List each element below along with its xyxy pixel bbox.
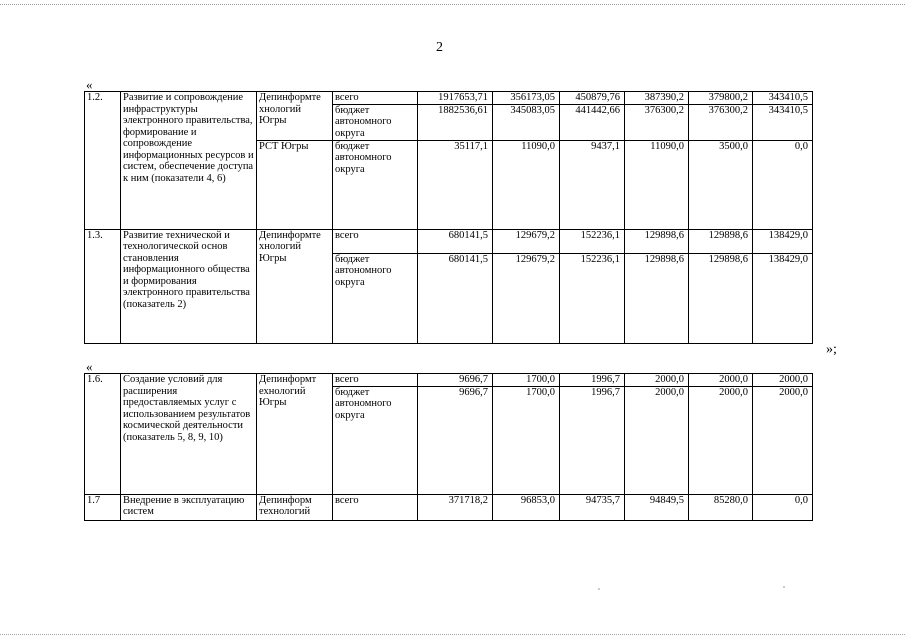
value-total: 371718,2 xyxy=(418,494,493,520)
value-year: 129679,2 xyxy=(493,229,560,253)
value-year: 2000,0 xyxy=(689,386,753,494)
value-year: 1700,0 xyxy=(493,386,560,494)
opening-quote-1: « xyxy=(86,77,93,92)
funding-source: бюджет автономного округа xyxy=(333,386,418,494)
value-year: 3500,0 xyxy=(689,140,753,229)
scan-top-edge xyxy=(0,4,905,5)
value-year: 1996,7 xyxy=(560,374,625,387)
funding-source: всего xyxy=(333,494,418,520)
value-year: 138429,0 xyxy=(753,229,813,253)
page-number: 2 xyxy=(436,40,443,55)
value-year: 138429,0 xyxy=(753,253,813,343)
activity-name: Развитие и сопровождение инфраструктуры электронного правительства, формирование и сопровождение информационных ресурсов и систем, обеспечение доступа к ним (показатели 4, 6) xyxy=(121,92,257,230)
value-total: 1882536,61 xyxy=(418,104,493,140)
activity-name: Развитие технической и технологической основ становления информационного общества и формирования электронного правительства (показатель 2) xyxy=(121,229,257,343)
value-year: 441442,66 xyxy=(560,104,625,140)
value-year: 11090,0 xyxy=(625,140,689,229)
value-year: 85280,0 xyxy=(689,494,753,520)
value-total: 680141,5 xyxy=(418,253,493,343)
value-year: 1700,0 xyxy=(493,374,560,387)
funding-source: всего xyxy=(333,229,418,253)
value-year: 2000,0 xyxy=(625,374,689,387)
funding-source: бюджет автономного округа xyxy=(333,104,418,140)
value-year: 2000,0 xyxy=(753,374,813,387)
row-number: 1.3. xyxy=(85,229,121,343)
value-total: 680141,5 xyxy=(418,229,493,253)
value-year: 94735,7 xyxy=(560,494,625,520)
value-year: 2000,0 xyxy=(689,374,753,387)
table-row xyxy=(85,92,813,105)
value-year: 376300,2 xyxy=(689,104,753,140)
value-total: 1917653,71 xyxy=(418,92,493,105)
value-year: 129679,2 xyxy=(493,253,560,343)
executor: РСТ Югры xyxy=(257,140,333,229)
value-year: 0,0 xyxy=(753,140,813,229)
opening-quote-2: « xyxy=(86,359,93,374)
funding-source: всего xyxy=(333,92,418,105)
executor: Депинформте хнологий Югры xyxy=(257,229,333,343)
value-year: 343410,5 xyxy=(753,104,813,140)
closing-quote: »; xyxy=(826,342,837,357)
activity-name: Создание условий для расширения предоставляемых услуг с использованием результатов космической деятельности (показатель 5, 8, 9, 10) xyxy=(121,374,257,495)
value-year: 96853,0 xyxy=(493,494,560,520)
value-year: 387390,2 xyxy=(625,92,689,105)
executor: Депинформт ехнологий Югры xyxy=(257,374,333,495)
value-year: 0,0 xyxy=(753,494,813,520)
value-year: 9437,1 xyxy=(560,140,625,229)
value-year: 345083,05 xyxy=(493,104,560,140)
value-year: 450879,76 xyxy=(560,92,625,105)
scan-bottom-edge xyxy=(0,634,905,635)
value-total: 9696,7 xyxy=(418,374,493,387)
scan-speck xyxy=(783,586,785,588)
executor: Депинформ технологий xyxy=(257,494,333,520)
value-year: 11090,0 xyxy=(493,140,560,229)
funding-source: всего xyxy=(333,374,418,387)
value-year: 379800,2 xyxy=(689,92,753,105)
budget-table-2 xyxy=(84,373,813,521)
budget-table-1 xyxy=(84,91,813,344)
value-year: 356173,05 xyxy=(493,92,560,105)
value-year: 152236,1 xyxy=(560,253,625,343)
row-number: 1.6. xyxy=(85,374,121,495)
value-total: 9696,7 xyxy=(418,386,493,494)
row-number: 1.7 xyxy=(85,494,121,520)
table-row xyxy=(85,374,813,387)
row-number: 1.2. xyxy=(85,92,121,230)
value-year: 2000,0 xyxy=(625,386,689,494)
value-year: 2000,0 xyxy=(753,386,813,494)
funding-source: бюджет автономного округа xyxy=(333,140,418,229)
value-year: 129898,6 xyxy=(625,229,689,253)
value-year: 129898,6 xyxy=(625,253,689,343)
value-year: 94849,5 xyxy=(625,494,689,520)
value-year: 129898,6 xyxy=(689,253,753,343)
activity-name: Внедрение в эксплуатацию систем xyxy=(121,494,257,520)
value-year: 129898,6 xyxy=(689,229,753,253)
funding-source: бюджет автономного округа xyxy=(333,253,418,343)
table-row xyxy=(85,494,813,520)
value-year: 343410,5 xyxy=(753,92,813,105)
value-year: 1996,7 xyxy=(560,386,625,494)
value-year: 376300,2 xyxy=(625,104,689,140)
value-year: 152236,1 xyxy=(560,229,625,253)
scan-speck xyxy=(598,588,600,590)
executor: Депинформте хнологий Югры xyxy=(257,92,333,141)
table-row xyxy=(85,229,813,253)
value-total: 35117,1 xyxy=(418,140,493,229)
